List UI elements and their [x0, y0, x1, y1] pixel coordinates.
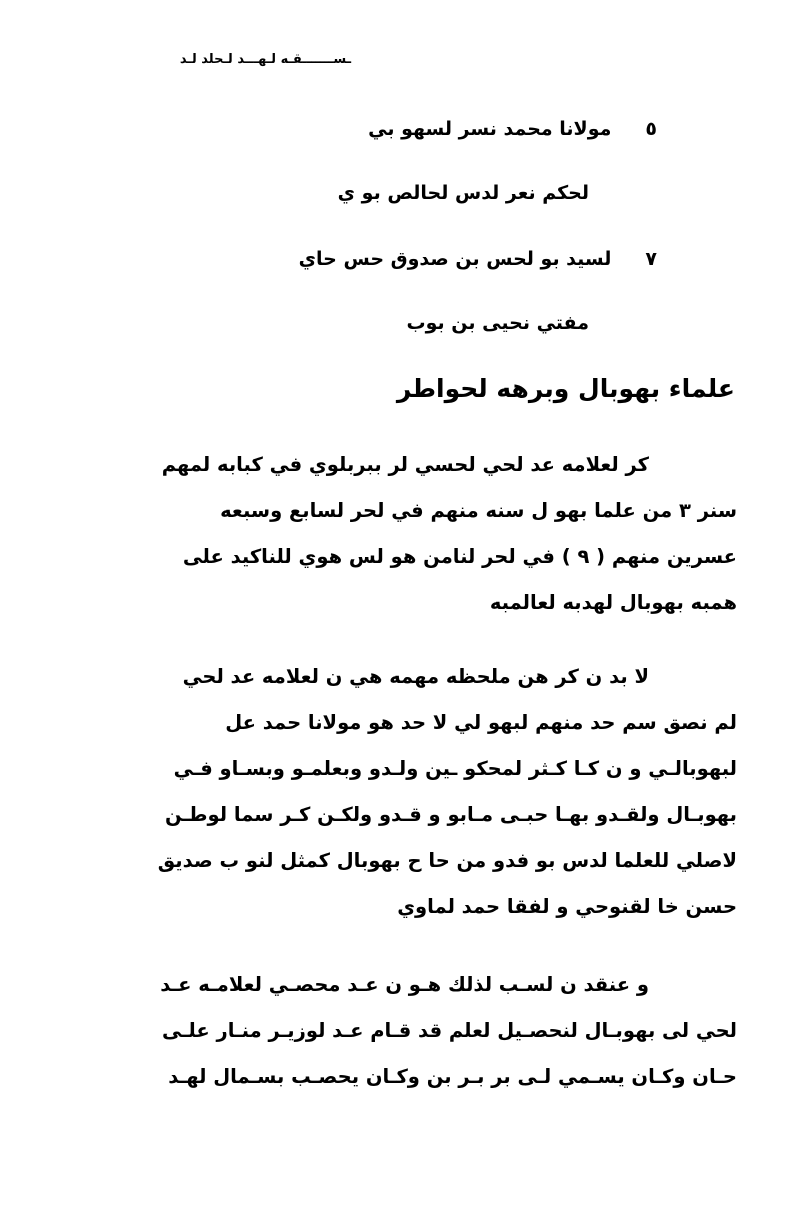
paragraph-line: سنر ٣ من علما بهو ل سنه منهم في لحر لسابع وسبعه — [220, 499, 737, 522]
list-item-text: مولانا محمد نسر لسهو بي — [368, 118, 612, 140]
paragraph-line: حسن خا لقنوحي و لفقا حمد لماوي — [397, 895, 737, 918]
running-header: ـســـــــقـه لـهـــد لـحلد لـد — [179, 52, 352, 67]
paragraph-line: و عنقد ن لسـب لذلك هـو ن عـد محصـي لعلامـه عـد — [160, 973, 649, 996]
paragraph-line: بهوبـال ولقـدو بهـا حبـى مـابو و قـدو ولكـن كـر سما لوطـن — [164, 803, 737, 826]
paragraph-line: لا بد ن كر هن ملحظه مهمه هي ن لعلامه عد لحي — [182, 665, 649, 688]
list-item-number: ٥ — [645, 118, 657, 140]
paragraph-line: لاصلي للعلما لدس بو فدو من حا ح بهوبال كمثل لنو ب صديق — [157, 849, 737, 872]
paragraph-line: عسرين منهم ( ٩ ) في لحر لنامن هو لس هوي للناكيد على — [182, 545, 737, 568]
paragraph-1 — [70, 442, 737, 626]
list-item-number: ٧ — [645, 248, 657, 270]
paragraph-3 — [70, 962, 737, 1100]
paragraph-line: لبهوبالـي و ن كـا كـثر لمحكو ـين ولـدو وبعلمـو وبسـاو فـي — [173, 757, 737, 780]
list-item-text: لحكم نعر لدس لحالص بو ي — [337, 182, 589, 204]
list-item — [368, 118, 657, 140]
paragraph-line: همبه بهوبال لهدبه لعالمبه — [489, 591, 737, 614]
list-item-text: لسيد بو لحس بن صدوق حس حاي — [298, 248, 612, 270]
paragraph-line: كر لعلامه عد لحي لحسي لر ببربلوي في كبابه لمهم — [161, 453, 649, 476]
list-item — [407, 312, 589, 334]
paragraph-line: لم نصق سم حد منهم لبهو لي لا حد هو مولانا حمد عل — [225, 711, 737, 734]
paragraph-line: حـان وكـان يسـمي لـى بر بـر بن وكـان يحصـب بسـمال لهـد — [168, 1065, 737, 1088]
paragraph-line: لحي لى بهوبـال لنحصـيل لعلم قد قـام عـد لوزيـر منـار علـى — [162, 1019, 737, 1042]
list-item-text: مفتي نحيى بن بوب — [406, 312, 589, 334]
section-title: علماء بهوبال وبرهه لحواطر — [396, 374, 735, 403]
paragraph-2 — [70, 654, 737, 930]
list-item — [299, 248, 657, 270]
list-item — [338, 182, 589, 204]
